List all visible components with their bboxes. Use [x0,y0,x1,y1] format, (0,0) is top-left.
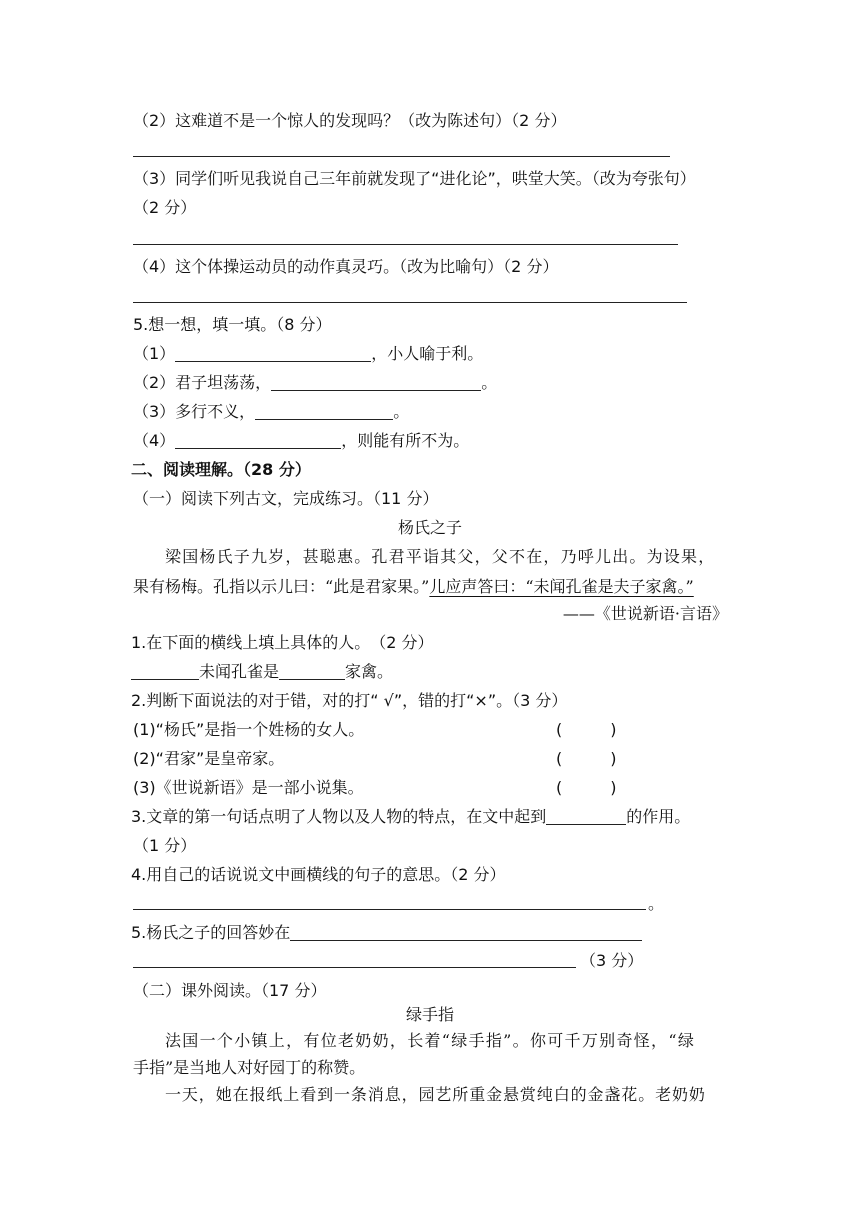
fill-prefix: （1） [133,344,176,363]
judge-item-2: (2)“君家”是皇帝家。 [133,749,285,768]
question-4-4: （4）这个体操运动员的动作真灵巧。（改为比喻句）（2 分） [133,257,559,276]
fill-text: 家禽。 [345,662,394,681]
fill-blank[interactable] [175,432,341,449]
answer-line[interactable] [133,244,678,245]
answer-bracket[interactable]: ( ) [556,749,617,768]
section-heading: 二、阅读理解。（28 分） [131,460,311,479]
question-3-score: （1 分） [133,836,197,855]
fill-suffix: ，小人喻于利。 [371,344,484,363]
question-text: 的作用。 [626,807,691,826]
fill-blank[interactable] [546,808,626,825]
answer-bracket[interactable]: ( ) [556,778,617,797]
fill-blank[interactable] [271,374,481,391]
answer-line[interactable] [133,302,687,303]
fill-line-2 [133,372,497,394]
question-text: 3.文章的第一句话点明了人物以及人物的特点，在文中起到 [131,807,547,826]
fill-blank[interactable] [279,663,345,680]
question-3 [131,806,690,828]
fill-blank[interactable] [290,924,642,941]
question-4-3-score: （2 分） [133,198,197,217]
section-2-intro: （二）课外阅读。（17 分） [133,981,327,1000]
passage-paragraph [133,576,694,598]
underlined-sentence: 儿应声答曰：“未闻孔雀是夫子家禽。” [429,577,694,596]
answer-bracket[interactable]: ( ) [556,720,617,739]
question-5-title: 5.想一想，填一填。（8 分） [133,315,332,334]
question-1-fill [131,661,393,683]
fill-prefix: （4） [133,431,176,450]
fill-suffix: 。 [393,402,410,421]
fill-blank[interactable] [255,403,393,420]
passage-paragraph: 梁国杨氏子九岁，甚聪惠。孔君平诣其父，父不在，乃呼儿出。为设果， [165,547,716,566]
section-1-intro: （一）阅读下列古文，完成练习。（11 分） [133,489,439,508]
question-5 [131,922,642,944]
passage-title: 绿手指 [405,1005,454,1024]
answer-end-mark: 。 [648,894,665,913]
answer-line[interactable] [133,156,670,157]
passage-text: 果有杨梅。孔指以示儿曰：“此是君家果。” [133,577,430,596]
fill-blank[interactable] [131,663,199,680]
fill-line-3 [133,401,409,423]
judge-item-1: (1)“杨氏”是指一个姓杨的女人。 [133,720,365,739]
question-4-3: （3）同学们听见我说自己三年前就发现了“进化论”，哄堂大笑。（改为夸张句） [133,169,696,188]
passage-source: ——《世说新语·言语》 [562,604,728,623]
fill-suffix: 。 [481,373,498,392]
answer-line[interactable] [133,909,646,910]
fill-line-4 [133,430,469,452]
passage-paragraph: 手指”是当地人对好园丁的称赞。 [133,1058,366,1077]
passage-paragraph: 一天，她在报纸上看到一条消息，园艺所重金悬赏纯白的金盏花。老奶奶 [165,1085,706,1104]
fill-blank[interactable] [175,345,371,362]
judge-item-3: (3)《世说新语》是一部小说集。 [133,778,364,797]
passage-paragraph: 法国一个小镇上，有位老奶奶，长着“绿手指”。你可千万别奇怪，“绿 [165,1031,696,1050]
fill-prefix: （2）君子坦荡荡， [133,373,272,392]
question-text: 5.杨氏之子的回答妙在 [131,923,291,942]
question-1: 1.在下面的横线上填上具体的人。 （2 分） [131,633,434,652]
fill-prefix: （3）多行不义， [133,402,256,421]
fill-text: 未闻孔雀是 [199,662,280,681]
question-4: 4.用自己的话说说文中画横线的句子的意思。（2 分） [131,865,506,884]
fill-line-1 [133,343,483,365]
question-2: 2.判断下面说法的对于错，对的打“ √”，错的打“×”。（3 分） [131,691,568,710]
fill-suffix: ，则能有所不为。 [341,431,470,450]
question-4-2: （2）这难道不是一个惊人的发现吗？（改为陈述句）（2 分） [133,111,567,130]
question-5-score: （3 分） [580,951,644,970]
answer-line[interactable] [133,967,576,968]
passage-title: 杨氏之子 [397,518,462,537]
